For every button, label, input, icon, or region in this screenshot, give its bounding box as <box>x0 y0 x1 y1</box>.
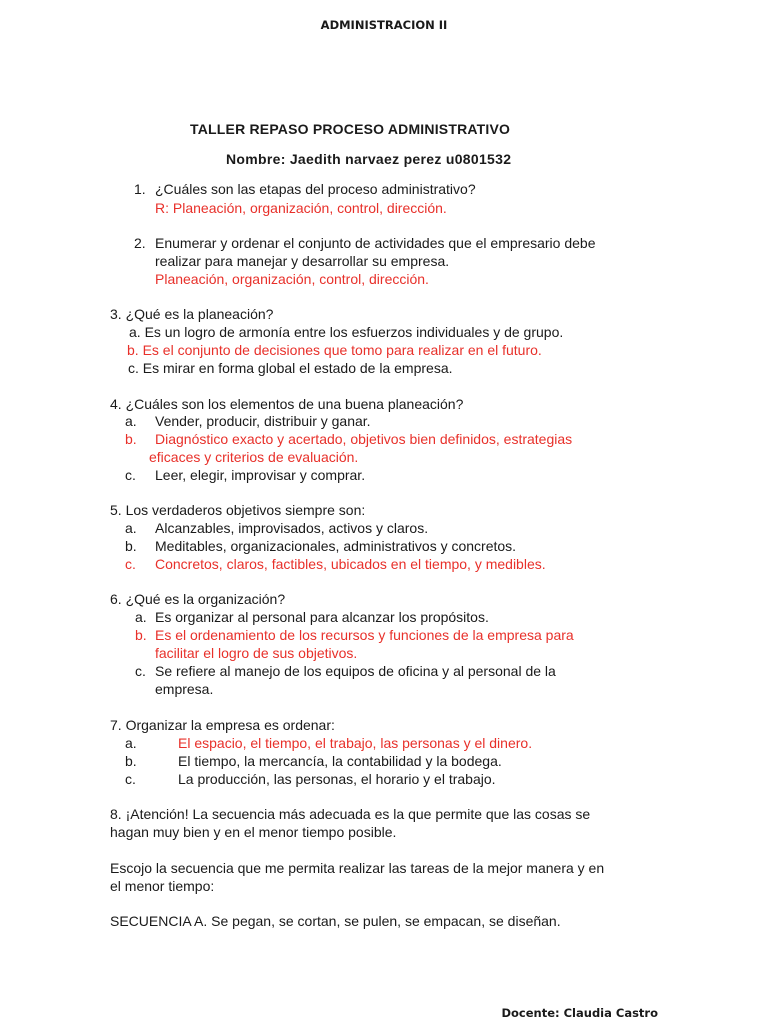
q6-option-b-line1: Es el ordenamiento de los recursos y funciones de la empresa para <box>155 627 574 643</box>
q4-option-b-line1: Diagnóstico exacto y acertado, objetivos bien definidos, estrategias <box>155 431 573 447</box>
q4-option-c: Leer, elegir, improvisar y comprar. <box>155 467 366 483</box>
q3-question: 3. ¿Qué es la planeación? <box>110 306 274 322</box>
q8-line1: 8. ¡Atención! La secuencia más adecuada es la que permite que las cosas se <box>110 806 591 822</box>
q2-question-line1: Enumerar y ordenar el conjunto de actividades que el empresario debe <box>155 235 596 251</box>
q6-label-a: a. <box>135 609 147 625</box>
q4-question: 4. ¿Cuáles son los elementos de una buena planeación? <box>110 396 464 412</box>
page-footer: Docente: Claudia Castro <box>501 1006 658 1020</box>
q4-option-b-line2: eficaces y criterios de evaluación. <box>149 449 359 465</box>
document-title: TALLER REPASO PROCESO ADMINISTRATIVO <box>190 121 511 137</box>
q4-label-a: a. <box>125 413 137 429</box>
q5-option-b: Meditables, organizacionales, administrativos y concretos. <box>155 538 517 554</box>
q8-paragraph-line2: el menor tiempo: <box>110 878 215 894</box>
q7-option-b: El tiempo, la mercancía, la contabilidad y la bodega. <box>178 753 502 769</box>
q6-option-c-line1: Se refiere al manejo de los equipos de oficina y al personal de la <box>155 663 556 679</box>
q6-option-c-line2: empresa. <box>155 681 214 697</box>
q1-answer: R: Planeación, organización, control, dirección. <box>155 200 447 216</box>
q8-line2: hagan muy bien y en el menor tiempo posible. <box>110 824 397 840</box>
q7-option-c: La producción, las personas, el horario y el trabajo. <box>178 771 496 787</box>
sequence-a: SECUENCIA A. Se pegan, se cortan, se pulen, se empacan, se diseñan. <box>110 913 561 929</box>
q6-label-b: b. <box>135 627 147 643</box>
q5-label-a: a. <box>125 520 137 536</box>
student-name: Nombre: Jaedith narvaez perez u0801532 <box>226 151 512 167</box>
q4-label-c: c. <box>125 467 136 483</box>
q2-answer: Planeación, organización, control, dirección. <box>155 271 429 287</box>
q7-option-a: El espacio, el tiempo, el trabajo, las personas y el dinero. <box>178 735 533 751</box>
q3-option-a: a. Es un logro de armonía entre los esfuerzos individuales y de grupo. <box>129 324 564 340</box>
q2-number: 2. <box>134 235 146 251</box>
q4-label-b: b. <box>125 431 137 447</box>
q7-label-b: b. <box>125 753 137 769</box>
q5-option-c: Concretos, claros, factibles, ubicados en el tiempo, y medibles. <box>155 556 546 572</box>
page-header: ADMINISTRACION II <box>320 18 448 32</box>
q7-label-a: a. <box>125 735 137 751</box>
q1-number: 1. <box>134 181 146 197</box>
q7-question: 7. Organizar la empresa es ordenar: <box>110 717 335 733</box>
q3-option-c: c. Es mirar en forma global el estado de la empresa. <box>128 360 453 376</box>
q5-option-a: Alcanzables, improvisados, activos y claros. <box>155 520 429 536</box>
q2-question-line2: realizar para manejar y desarrollar su empresa. <box>155 253 450 269</box>
q8-paragraph-line1: Escojo la secuencia que me permita realizar las tareas de la mejor manera y en <box>110 860 605 876</box>
q6-question: 6. ¿Qué es la organización? <box>110 591 286 607</box>
q5-question: 5. Los verdaderos objetivos siempre son: <box>110 502 366 518</box>
q6-option-a: Es organizar al personal para alcanzar los propósitos. <box>155 609 489 625</box>
q7-label-c: c. <box>125 771 136 787</box>
q6-label-c: c. <box>135 663 146 679</box>
q1-question: ¿Cuáles son las etapas del proceso administrativo? <box>155 181 476 197</box>
q5-label-b: b. <box>125 538 137 554</box>
q6-option-b-line2: facilitar el logro de sus objetivos. <box>155 645 358 661</box>
q5-label-c: c. <box>125 556 136 572</box>
q3-option-b: b. Es el conjunto de decisiones que tomo para realizar en el futuro. <box>127 342 542 358</box>
q4-option-a: Vender, producir, distribuir y ganar. <box>155 413 371 429</box>
